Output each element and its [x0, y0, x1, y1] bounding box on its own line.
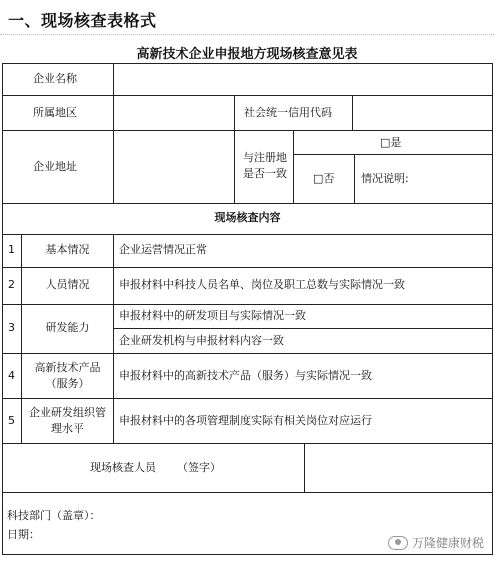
- row-divider: [2, 267, 493, 268]
- yes-checkbox[interactable]: □是: [380, 136, 402, 149]
- section-heading: 一、现场核查表格式: [8, 11, 157, 30]
- item-number: 5: [8, 414, 15, 427]
- item-name-line2: （服务）: [45, 377, 90, 390]
- item-content: 申报材料中的研发项目与实际情况一致: [119, 309, 306, 322]
- col-divider: [113, 63, 114, 203]
- row-divider: [2, 492, 493, 493]
- col-divider: [234, 130, 235, 203]
- item-name-line1: 企业研发组织管: [29, 406, 106, 419]
- item-content: 申报材料中的各项管理制度实际有相关岗位对应运行: [119, 414, 372, 427]
- wechat-icon: [388, 536, 408, 550]
- row-divider: [113, 328, 493, 329]
- item-number: 2: [8, 278, 15, 291]
- address-match-label-line2: 是否一致: [243, 167, 287, 180]
- row-divider: [2, 234, 493, 235]
- item-name-line1: 高新技术产品: [34, 361, 101, 374]
- item-name-line2: 理水平: [51, 422, 84, 435]
- col-divider: [234, 95, 235, 130]
- col-divider: [113, 234, 114, 443]
- col-divider: [293, 130, 294, 203]
- row-divider: [2, 443, 493, 444]
- col-divider: [304, 443, 305, 492]
- row-divider: [2, 398, 493, 399]
- table-border-top: [2, 63, 493, 64]
- inspector-label: 现场核查人员: [90, 461, 156, 474]
- watermark: [388, 534, 484, 551]
- signature-hint: （签字）: [177, 461, 221, 474]
- table-border-right: [492, 63, 493, 555]
- item-number: 1: [8, 243, 15, 256]
- dept-seal-label: 科技部门（盖章）：: [7, 509, 101, 522]
- note-label: 情况说明:: [361, 172, 409, 185]
- item-content: 企业运营情况正常: [119, 243, 207, 256]
- address-match-label-line1: 与注册地: [243, 151, 287, 164]
- row-divider: [2, 130, 493, 131]
- heading-divider: [0, 34, 494, 35]
- item-name: 基本情况: [45, 243, 90, 256]
- item-number: 4: [8, 369, 15, 382]
- item-content: 申报材料中科技人员名单、岗位及职工总数与实际情况一致: [119, 278, 405, 291]
- credit-code-label: 社会统一信用代码: [244, 106, 332, 119]
- item-number: 3: [8, 321, 15, 334]
- table-border-bottom: [2, 554, 493, 555]
- item-content: 申报材料中的高新技术产品（服务）与实际情况一致: [119, 369, 372, 382]
- no-checkbox[interactable]: □否: [313, 172, 335, 185]
- row-divider: [293, 154, 493, 155]
- row-divider: [2, 304, 493, 305]
- address-label: 企业地址: [33, 160, 77, 173]
- col-divider: [352, 95, 353, 130]
- form-title: 高新技术企业申报地方现场核查意见表: [136, 47, 358, 62]
- inspection-form-table: [2, 63, 493, 555]
- table-border-left: [2, 63, 3, 555]
- col-divider: [354, 154, 355, 203]
- item-name: 研发能力: [45, 321, 90, 334]
- region-label: 所属地区: [33, 106, 77, 119]
- date-label: 日期：: [7, 528, 40, 541]
- item-name: 人员情况: [45, 278, 90, 291]
- row-divider: [2, 203, 493, 204]
- company-name-label: 企业名称: [33, 72, 77, 85]
- section-title: 现场核查内容: [214, 211, 281, 224]
- watermark-text: 万隆健康财税: [411, 536, 484, 550]
- row-divider: [2, 353, 493, 354]
- row-divider: [2, 95, 493, 96]
- item-content: 企业研发机构与申报材料内容一致: [119, 334, 284, 347]
